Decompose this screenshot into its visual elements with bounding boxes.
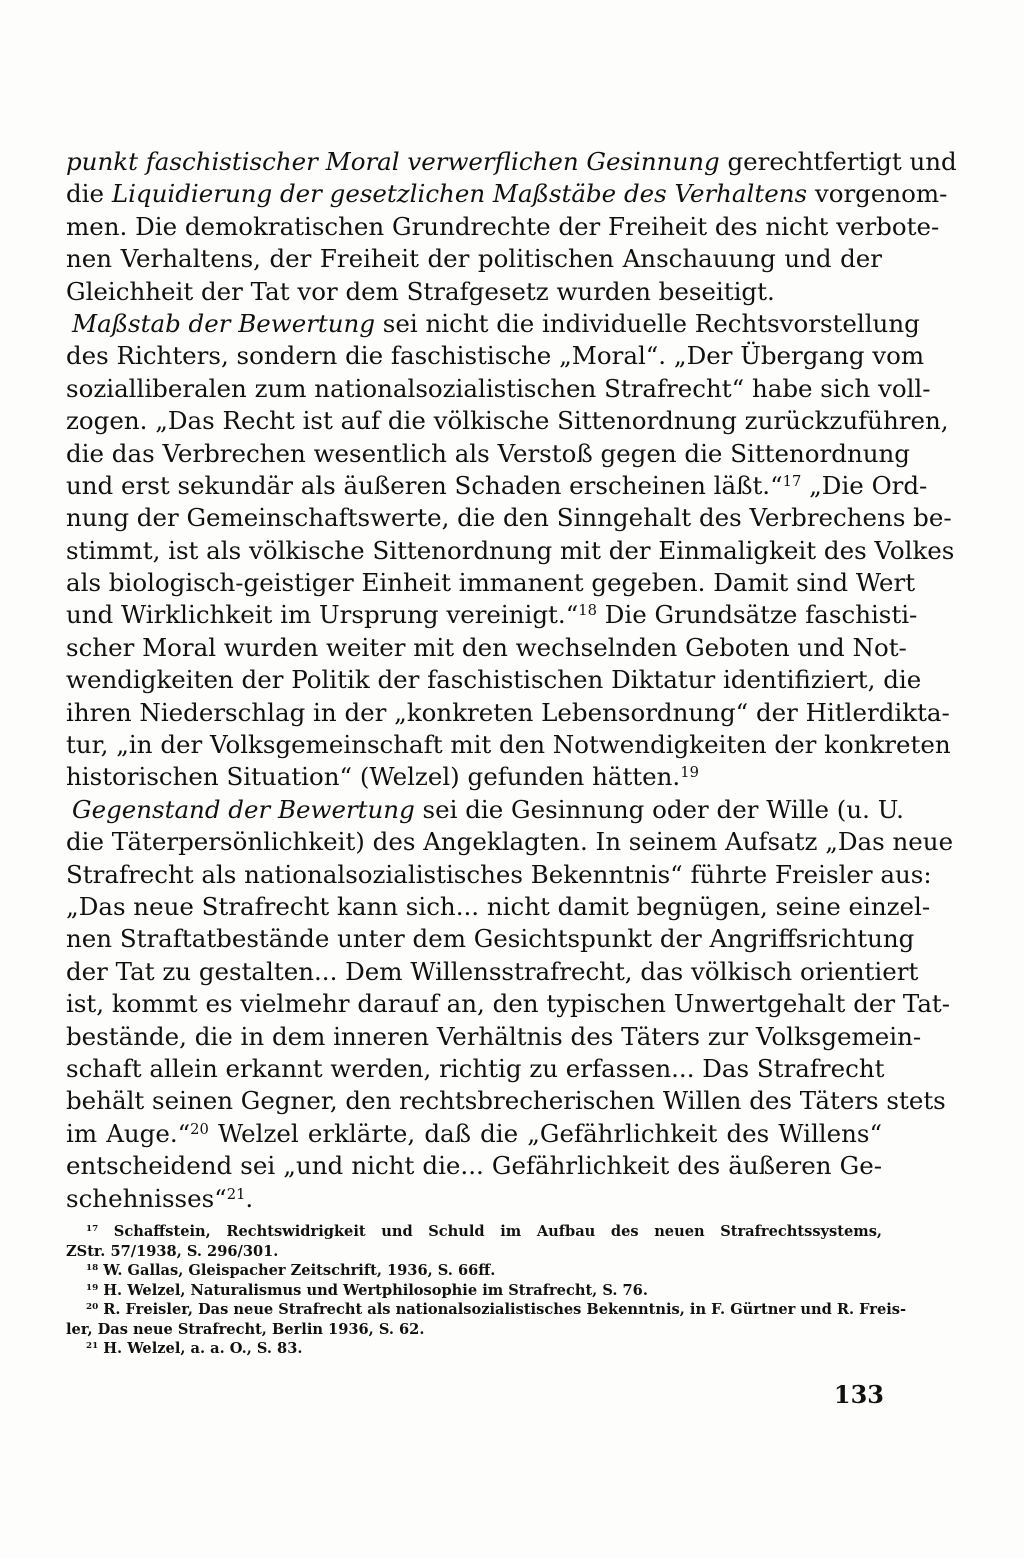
text-line — [66, 923, 915, 955]
footnotes-block — [66, 1222, 907, 1359]
footnote-line — [66, 1261, 882, 1281]
text-run: W. Gallas, Gleispacher Zeitschrift, 1936, S. 66ff. — [98, 1262, 496, 1279]
footnote-marker: 21 — [86, 1341, 99, 1352]
footnote-marker: 21 — [226, 1185, 246, 1203]
emphasis-text: punkt faschistischer Moral verwerflichen Gesinnung — [66, 147, 720, 176]
text-run: zogen. „Das Recht ist auf die völkische Sittenordnung zurückzuführen, — [66, 406, 949, 436]
text-line — [66, 599, 918, 631]
text-line — [66, 340, 925, 372]
page-number: 133 — [833, 1380, 884, 1409]
text-run: ler, Das neue Strafrecht, Berlin 1936, S. 62. — [66, 1320, 425, 1338]
text-run: die Täterpersönlichkeit) des Angeklagten. In seinem Aufsatz „Das neue — [66, 827, 954, 857]
text-run: und erst sekundär als äußeren Schaden erscheinen läßt.“ — [66, 470, 783, 500]
text-run: ZStr. 57/1938, S. 296/301. — [66, 1242, 279, 1260]
text-line — [66, 729, 951, 761]
footnote-line — [66, 1320, 882, 1340]
text-run: „Das neue Strafrecht kann sich... nicht damit begnügen, seine einzel- — [66, 891, 931, 921]
footnote-marker: 17 — [86, 1224, 99, 1235]
text-run: Strafrecht als nationalsozialistisches Bekenntnis“ führte Freisler aus: — [66, 859, 932, 889]
text-line — [66, 276, 882, 308]
text-run: sei nicht die individuelle Rechtsvorstellung — [375, 308, 920, 338]
footnote-line — [66, 1242, 882, 1262]
text-line — [66, 956, 919, 988]
text-line — [66, 794, 904, 826]
footnote-marker: 19 — [680, 764, 699, 782]
text-run: Schaffstein, Rechtswidrigkeit und Schuld im Aufbau des neuen Strafrechtssystems, — [98, 1223, 882, 1240]
text-run: bestände, die in dem inneren Verhältnis des Täters zur Volksgemein- — [66, 1021, 922, 1051]
text-run: gerechtfertigt und — [719, 147, 957, 176]
text-line — [66, 535, 955, 567]
text-line — [66, 405, 949, 437]
footnote-line — [66, 1300, 907, 1320]
text-line — [66, 146, 957, 178]
text-line — [66, 761, 882, 793]
text-line — [66, 243, 882, 275]
emphasis-text: Liquidierung der gesetzlichen Maßstäbe des Verhaltens — [111, 179, 808, 209]
text-line — [66, 1021, 922, 1053]
text-run: wendigkeiten der Politik der faschistischen Diktatur identifiziert, die — [66, 665, 922, 695]
text-run: vorgenom- — [807, 179, 948, 209]
text-line — [66, 826, 954, 858]
text-run: Die Grundsätze faschisti- — [596, 600, 918, 630]
emphasis-text: Gegenstand der Bewertung — [72, 794, 415, 824]
text-run: sozialliberalen zum nationalsozialistischen Strafrecht“ habe sich voll- — [66, 373, 931, 403]
text-run: des Richters, sondern die faschistische „Moral“. „Der Übergang vom — [66, 341, 925, 371]
text-line — [66, 470, 928, 502]
footnote-marker: 20 — [190, 1120, 209, 1138]
text-run: men. Die demokratischen Grundrechte der Freiheit des nicht verbote- — [66, 211, 940, 241]
text-line — [66, 1118, 882, 1150]
text-run: ist, kommt es vielmehr darauf an, den typischen Unwertgehalt der Tat- — [66, 989, 951, 1019]
text-run: H. Welzel, Naturalismus und Wertphilosophie im Strafrecht, S. 76. — [98, 1281, 648, 1299]
text-run: Gleichheit der Tat vor dem Strafgesetz wurden beseitigt. — [66, 276, 775, 306]
text-run: tur, „in der Volksgemeinschaft mit den Notwendigkeiten der konkreten — [66, 730, 951, 760]
text-line — [66, 308, 920, 340]
text-line — [66, 1053, 885, 1085]
text-run: entscheidend sei „und nicht die... Gefährlichkeit des äußeren Ge- — [66, 1151, 882, 1181]
footnote-marker: 20 — [86, 1302, 99, 1313]
text-line — [66, 1183, 882, 1215]
text-run: scher Moral wurden weiter mit den wechselnden Geboten und Not- — [66, 632, 907, 662]
footnote-marker: 19 — [86, 1282, 99, 1293]
text-run: nung der Gemeinschaftswerte, die den Sinngehalt des Verbrechens be- — [66, 503, 952, 533]
text-run: „Die Ord- — [801, 470, 928, 500]
footnote-line — [66, 1339, 882, 1359]
text-run: als biologisch-geistiger Einheit immanent gegeben. Damit sind Wert — [66, 568, 916, 598]
text-line — [66, 632, 907, 664]
text-line — [66, 373, 931, 405]
text-run: ihren Niederschlag in der „konkreten Lebensordnung“ der Hitlerdikta- — [66, 697, 950, 727]
text-line — [66, 859, 932, 891]
text-line — [66, 567, 916, 599]
text-run: stimmt, ist als völkische Sittenordnung mit der Einmaligkeit des Volkes — [66, 535, 955, 565]
footnote-marker: 18 — [578, 602, 597, 620]
text-run: Welzel erklärte, daß die „Gefährlichkeit des Willens“ — [208, 1118, 882, 1148]
text-line — [66, 664, 922, 696]
text-line — [66, 178, 948, 210]
footnote-marker: 18 — [86, 1263, 99, 1274]
text-run: behält seinen Gegner, den rechtsbrecherischen Willen des Täters stets — [66, 1086, 946, 1116]
text-line — [66, 988, 951, 1020]
text-line — [66, 438, 910, 470]
text-run: H. Welzel, a. a. O., S. 83. — [98, 1340, 303, 1357]
text-run: die das Verbrechen wesentlich als Verstoß gegen die Sittenordnung — [66, 438, 910, 468]
text-run: nen Verhaltens, der Freiheit der politischen Anschauung und der — [66, 244, 882, 274]
text-line — [66, 697, 950, 729]
footnote-line — [66, 1222, 882, 1242]
text-run: schehnisses“ — [66, 1183, 227, 1213]
text-line — [66, 502, 952, 534]
text-line — [66, 1150, 882, 1182]
text-run: sei die Gesinnung oder der Wille (u. U. — [414, 794, 904, 824]
text-line — [66, 211, 940, 243]
text-run: . — [245, 1183, 254, 1213]
text-line — [66, 891, 931, 923]
text-run: und Wirklichkeit im Ursprung vereinigt.“ — [66, 600, 579, 630]
text-run: R. Freisler, Das neue Strafrecht als nationalsozialistisches Bekenntnis, in F. Gürtner und R. Freis- — [98, 1301, 907, 1318]
text-line — [66, 1085, 946, 1117]
text-run: die — [66, 179, 112, 209]
footnote-marker: 17 — [782, 472, 802, 490]
emphasis-text: Maßstab der Bewertung — [72, 308, 376, 338]
text-run: schaft allein erkannt werden, richtig zu erfassen... Das Strafrecht — [66, 1053, 885, 1083]
text-run: im Auge.“ — [66, 1118, 191, 1148]
text-run: der Tat zu gestalten... Dem Willensstrafrecht, das völkisch orientiert — [66, 956, 919, 986]
text-run: historischen Situation“ (Welzel) gefunden hätten. — [66, 762, 681, 792]
footnote-line — [66, 1281, 882, 1301]
main-text-block — [66, 146, 957, 1215]
text-run: nen Straftatbestände unter dem Gesichtspunkt der Angriffsrichtung — [66, 924, 915, 954]
